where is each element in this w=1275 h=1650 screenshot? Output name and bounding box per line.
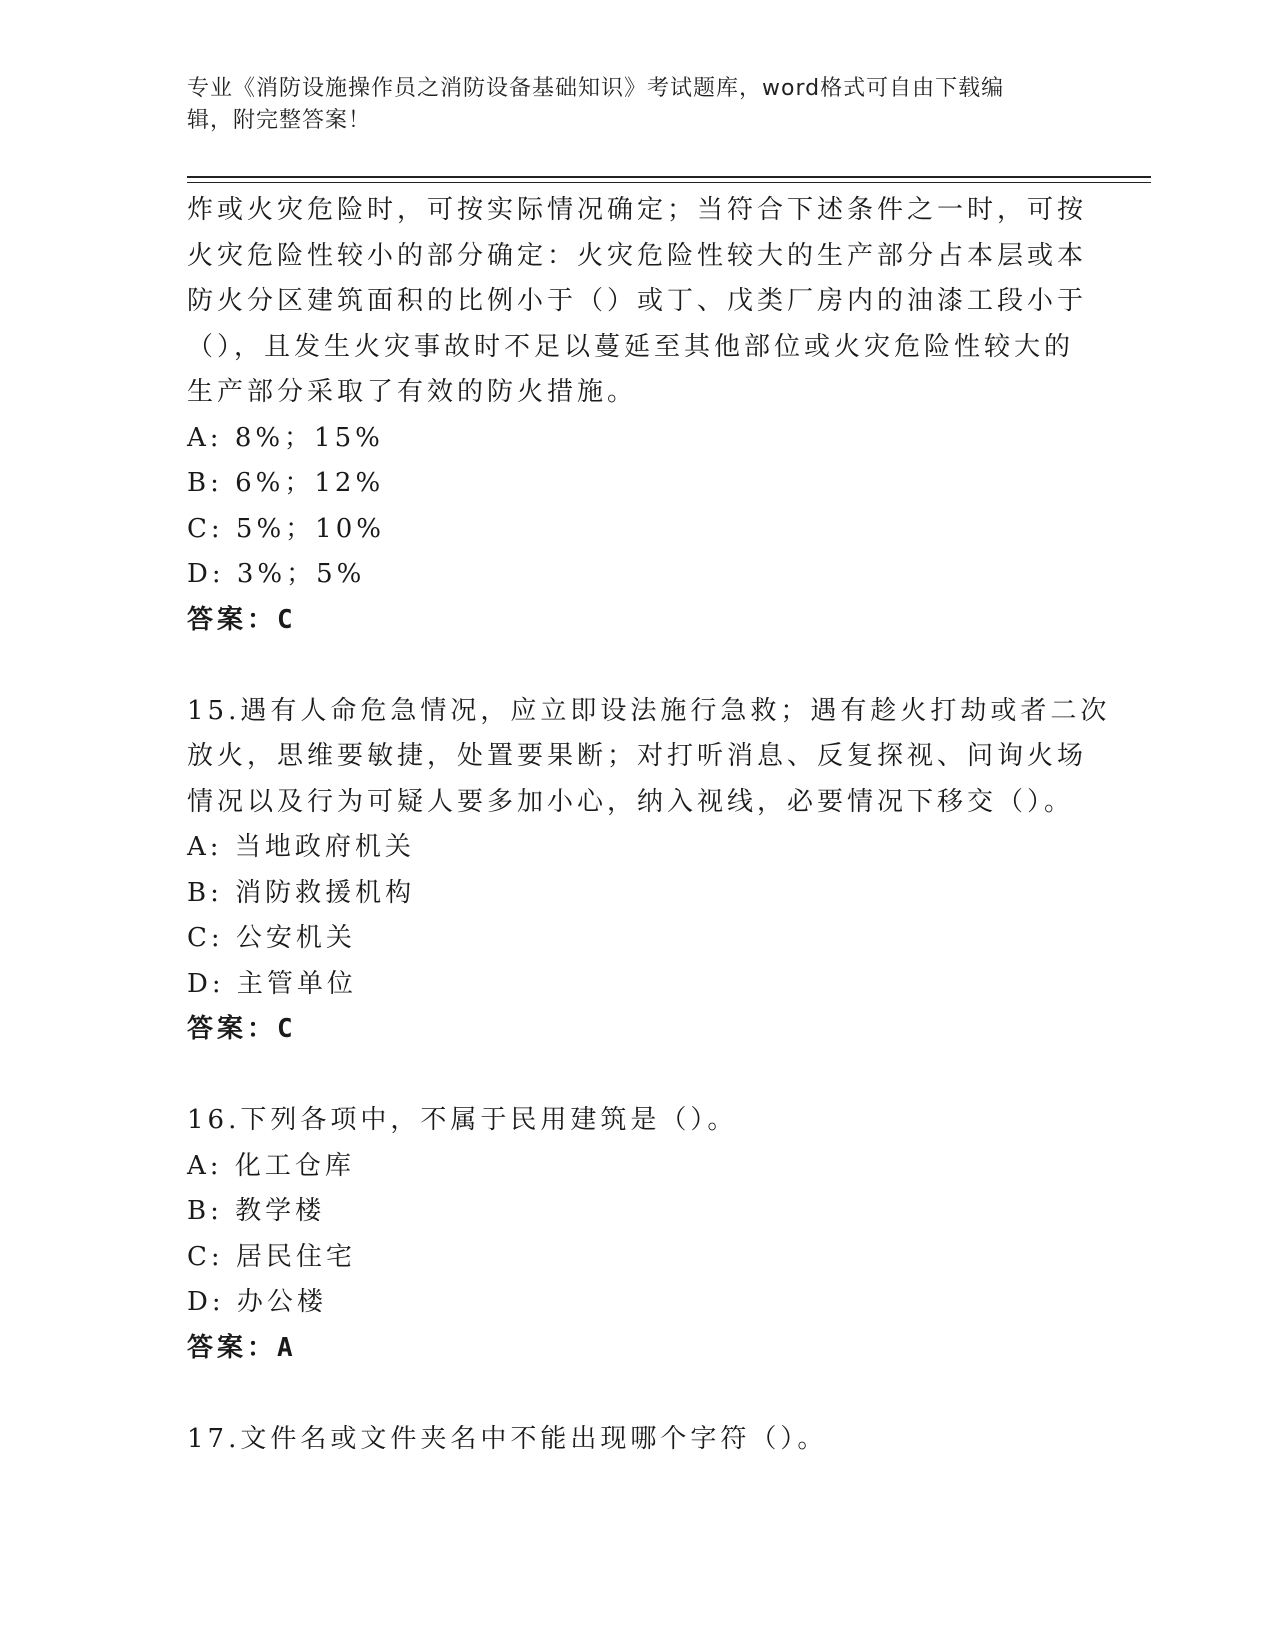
question-text: 遇有人命危急情况，应立即设法施行急救；遇有趁火打劫或者二次 — [240, 695, 1111, 726]
question-text-line: 生产部分采取了有效的防火措施。 — [187, 377, 638, 407]
question-15 — [187, 689, 1111, 1053]
option-text: 6%；12% — [235, 468, 385, 498]
question-text-line — [187, 1098, 1087, 1144]
option-b — [187, 871, 1087, 917]
header-line-2: 辑，附完整答案！ — [187, 108, 372, 133]
option-text: 居民住宅 — [235, 1241, 356, 1272]
option-label: D: — [187, 968, 225, 999]
header-line-1: 专业《消防设施操作员之消防设备基础知识》考试题库，word格式可自由下载编 — [187, 76, 1005, 101]
page-header — [187, 73, 1067, 137]
option-d — [187, 1280, 1087, 1326]
option-label: A: — [187, 832, 223, 862]
option-label: C: — [187, 923, 224, 953]
option-text: 3%；5% — [236, 559, 366, 589]
option-text: 8%；15% — [234, 422, 384, 453]
option-label: C: — [187, 1241, 224, 1272]
option-label: C: — [187, 513, 224, 544]
option-a — [187, 825, 1087, 871]
option-text: 教学楼 — [235, 1196, 326, 1226]
answer-label: 答案： — [187, 1332, 278, 1363]
question-text-line: （），且发生火灾事故时不足以蔓延至其他部位或火灾危险性较大的 — [187, 331, 1075, 362]
question-text: 文件名或文件夹名中不能出现哪个字符（）。 — [240, 1423, 828, 1454]
question-number: 17. — [187, 1423, 241, 1454]
answer-value: C — [277, 604, 297, 635]
spacer — [187, 1053, 1087, 1099]
question-text-line: 炸或火灾危险时，可按实际情况确定；当符合下述条件之一时，可按 — [187, 195, 1088, 225]
option-label: B: — [187, 1196, 223, 1226]
option-d — [187, 552, 1087, 598]
answer-line — [187, 1007, 1087, 1053]
question-text-line: 火灾危险性较小的部分确定：火灾危险性较大的生产部分占本层或本 — [187, 240, 1088, 271]
answer-value: A — [277, 1332, 297, 1363]
header-rule-thick — [187, 176, 1151, 178]
option-a — [187, 1144, 1087, 1190]
option-text: 主管单位 — [236, 968, 357, 999]
question-text-line: 放火，思维要敏捷，处置要果断；对打听消息、反复探视、问询火场 — [187, 741, 1088, 771]
option-text: 消防救援机构 — [235, 877, 416, 908]
question-number: 15. — [187, 695, 241, 726]
answer-value: C — [277, 1014, 297, 1044]
question-text-line — [187, 689, 1111, 735]
question-17 — [187, 1417, 1087, 1463]
question-text: 下列各项中，不属于民用建筑是（）。 — [240, 1105, 738, 1135]
option-label: A: — [187, 422, 223, 453]
option-label: B: — [187, 468, 223, 498]
option-b — [187, 1189, 1087, 1235]
option-d — [187, 962, 1087, 1008]
option-label: D: — [187, 1287, 225, 1317]
question-text-line — [187, 1417, 1087, 1463]
question-content — [187, 188, 1111, 1462]
option-c — [187, 916, 1087, 962]
question-text-line: 防火分区建筑面积的比例小于（）或丁、戊类厂房内的油漆工段小于 — [187, 286, 1088, 316]
option-a — [187, 416, 1087, 462]
question-number: 16. — [187, 1105, 241, 1135]
spacer — [187, 643, 1087, 689]
question-16 — [187, 1098, 1087, 1371]
option-label: B: — [187, 877, 223, 908]
option-text: 5%；10% — [235, 513, 385, 544]
question-text-line: 情况以及行为可疑人要多加小心，纳入视线，必要情况下移交（）。 — [187, 786, 1075, 817]
option-label: D: — [187, 559, 225, 589]
answer-label: 答案： — [187, 604, 278, 635]
answer-line — [187, 598, 1087, 644]
option-label: A: — [187, 1150, 223, 1181]
header-rule-thin — [187, 182, 1151, 183]
option-b — [187, 461, 1087, 507]
option-c — [187, 507, 1087, 553]
option-text: 公安机关 — [235, 923, 356, 953]
answer-label: 答案： — [187, 1014, 278, 1044]
option-c — [187, 1235, 1087, 1281]
option-text: 当地政府机关 — [234, 832, 415, 862]
question-14 — [187, 188, 1087, 643]
option-text: 办公楼 — [236, 1287, 327, 1317]
spacer — [187, 1371, 1087, 1417]
answer-line — [187, 1326, 1087, 1372]
option-text: 化工仓库 — [234, 1150, 355, 1181]
